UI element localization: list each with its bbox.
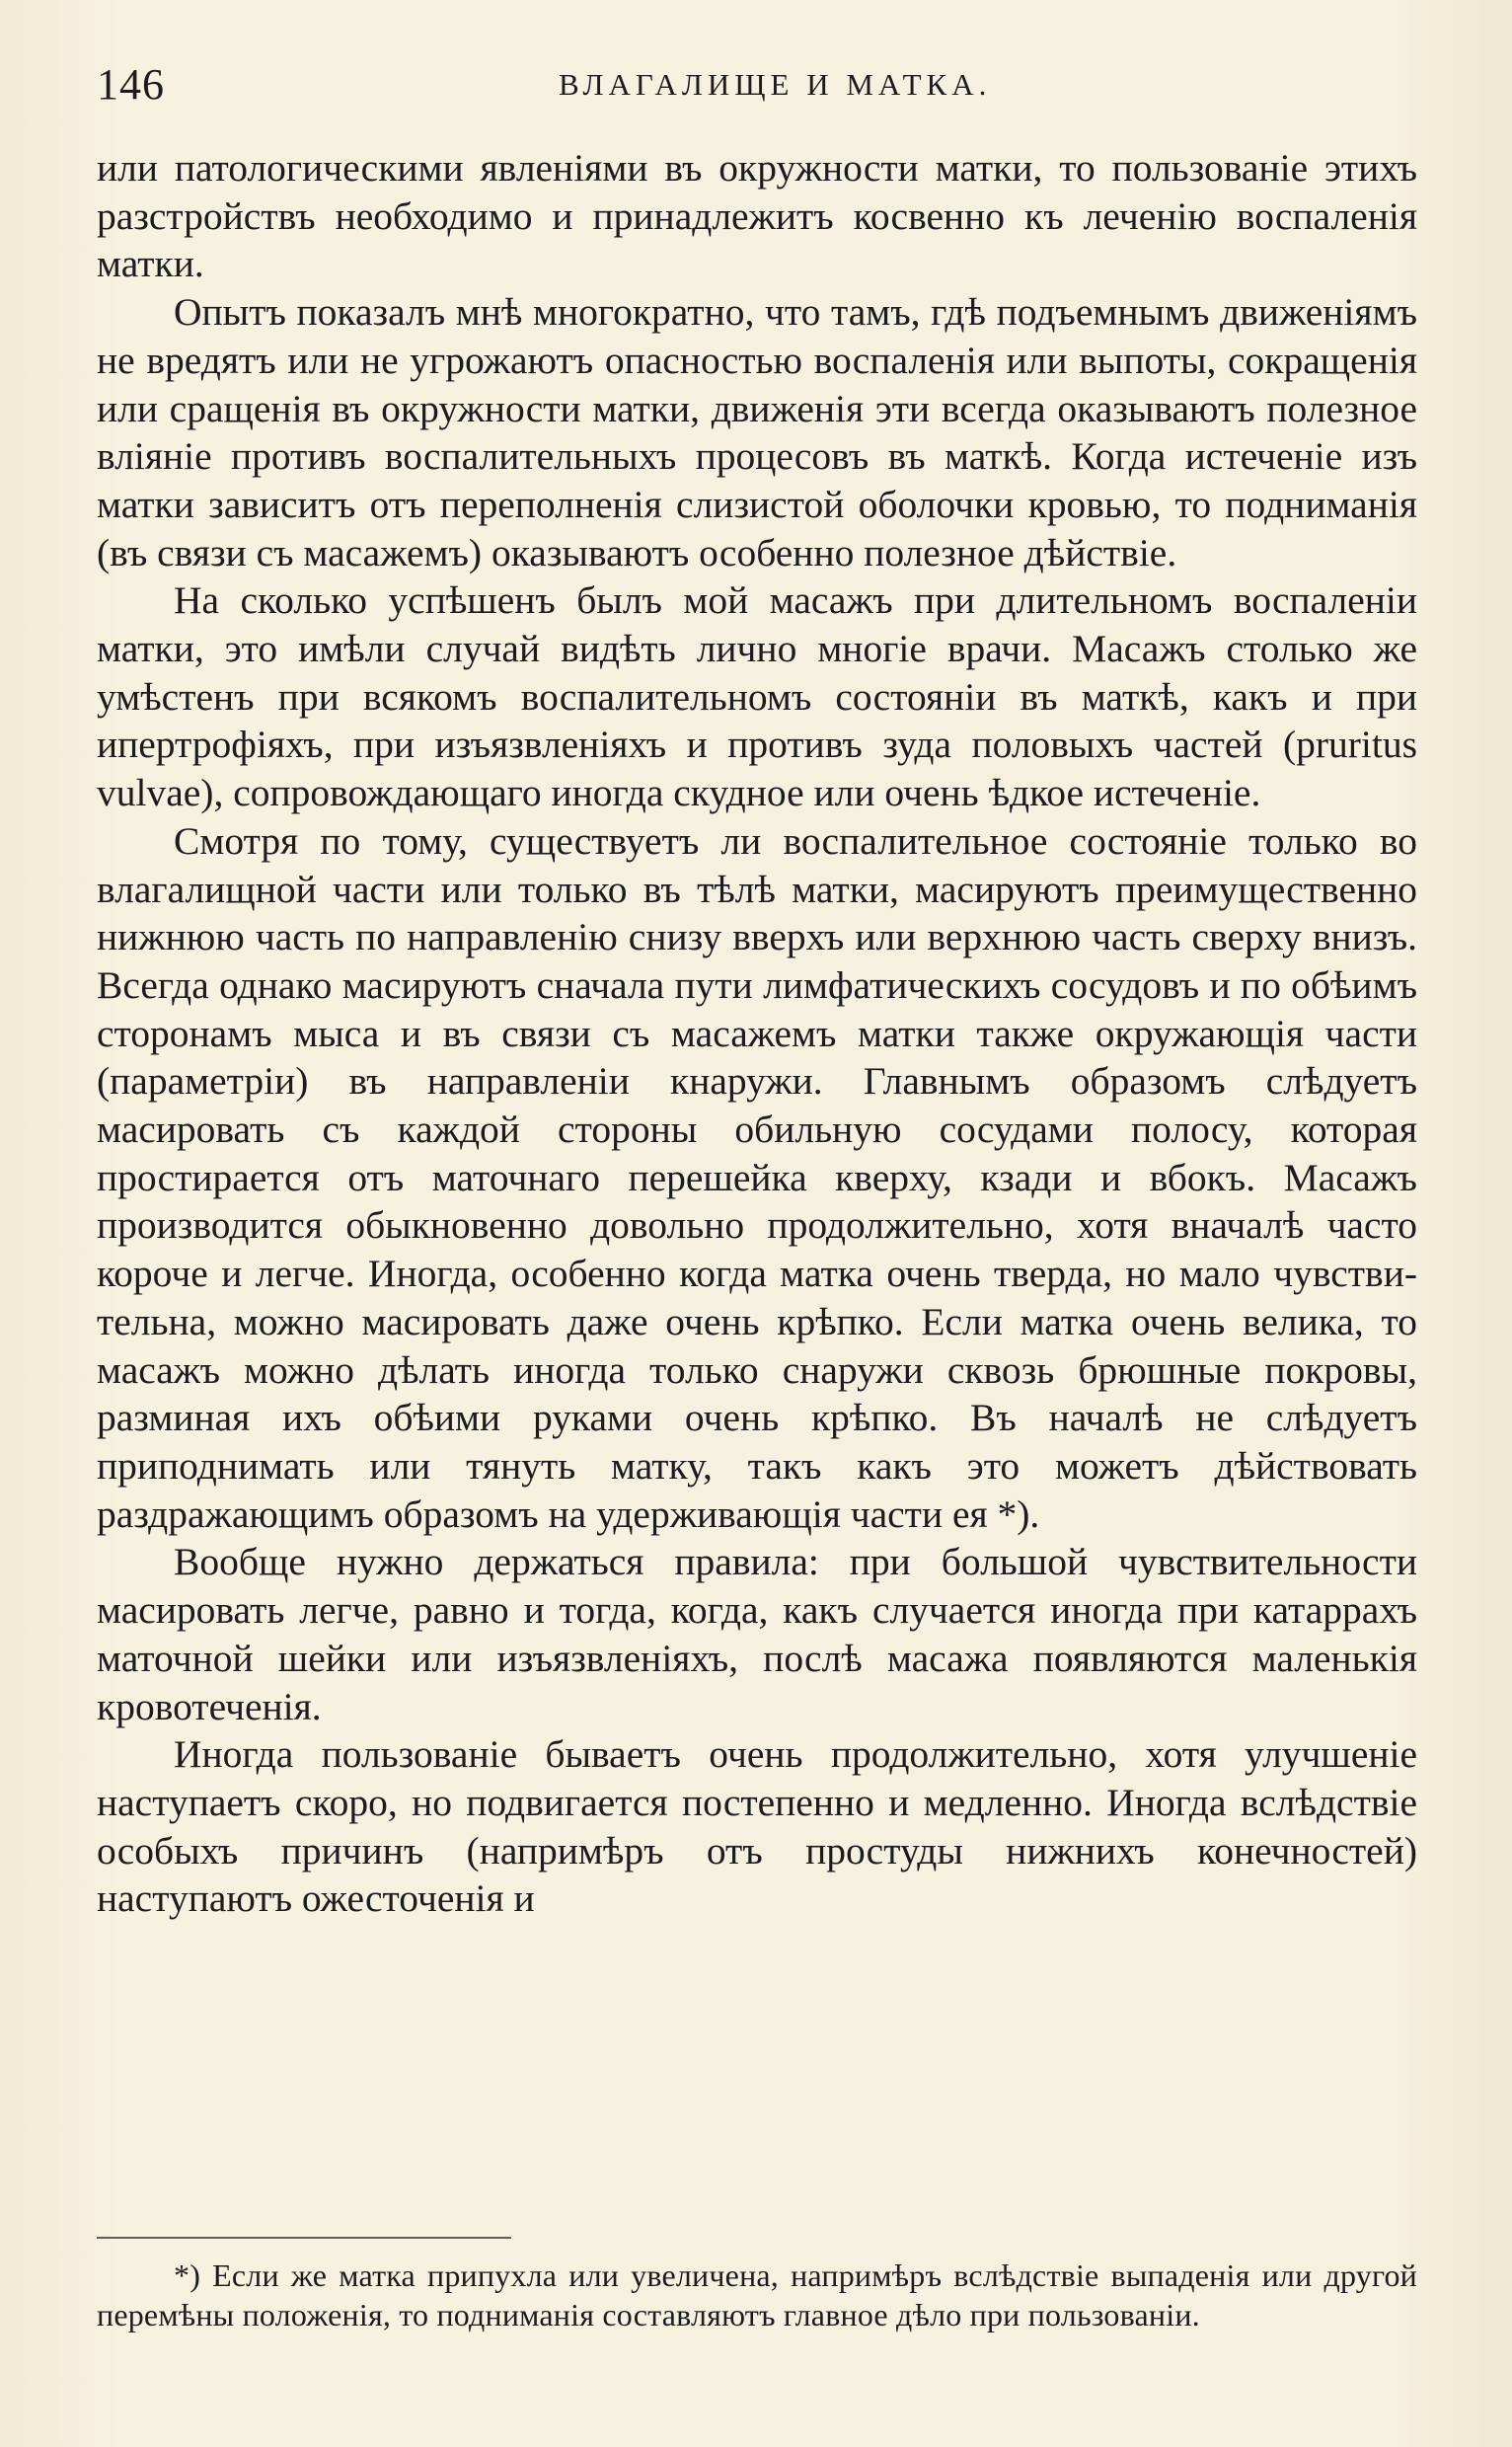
main-text: [97, 144, 1417, 1923]
paragraph-lifting-movements: Опытъ показалъ мнѣ многократно, что тамъ, гдѣ подъемнымъ движеніямъ не вредятъ или не угрожаютъ опасностью воспаленія или выпоты, сокращенія или сращенія въ окружности матки, движенія эти всегда оказываютъ полезное вліяніе противъ воспалительныхъ процесовъ въ маткѣ. Когда истеченіе изъ матки зависитъ отъ переполненія слизистой оболочки кровью, то подниманія (въ связи съ масажемъ) оказываютъ особенно полезное дѣйствіе.: [97, 290, 1417, 574]
paragraph-massage-success: На сколько успѣшенъ былъ мой масажъ при длительномъ воспаленіи матки, это имѣли случай видѣть лично многіе врачи. Масажъ столько же умѣстенъ при всякомъ воспалительномъ состояніи въ маткѣ, какъ и при ипертрофіяхъ, при изъязвленіяхъ и противъ зуда половыхъ частей (pruritus vulvae), сопровождающаго иногда скудное или очень ѣдкое истеченіе.: [97, 578, 1417, 815]
page-header: [97, 57, 1419, 113]
running-title: ВЛАГАЛИЩЕ И МАТКА.: [559, 67, 992, 102]
paragraph-general-rule: Вообще нужно держаться правила: при большой чувствительности масировать легче, равно и тогда, когда, какъ случается иногда при катаррахъ маточной шейки или изъязвленіяхъ, послѣ масажа появляются маленькія кровотеченія.: [97, 1540, 1417, 1728]
paragraph-treatment-duration: Иногда пользованіе бываетъ очень продолжительно, хотя улучшеніе наступаетъ скоро, но подвигается постепенно и медленно. Иногда вслѣдствіе особыхъ причинъ (напримѣръ отъ простуды нижнихъ конечностей) наступаютъ ожесточенія и: [97, 1732, 1417, 1921]
footnote-divider: [97, 2237, 511, 2239]
paragraph-continuation: или патологическими явленіями въ окружности матки, то пользованіе этихъ разстройствъ необходимо и принадлежитъ косвенно къ леченію воспаленія матки.: [97, 146, 1417, 286]
page-number: 146: [97, 60, 165, 109]
footnote: *) Если же матка припухла или увеличена, напримѣръ вслѣдствіе выпаденія или другой перемѣны положенія, то подниманія составляютъ главное дѣло при пользованіи.: [97, 2257, 1417, 2332]
paragraph-massage-technique: Смотря по тому, существуетъ ли воспалительное состояніе только во влагалищной части или только въ тѣлѣ матки, масируютъ преимущественно нижнюю часть по направленію снизу вверхъ или верхнюю часть сверху внизъ. Всегда однако масируютъ сначала пути лимфатическихъ сосудовъ и по обѣимъ сторонамъ мыса и въ связи съ масажемъ матки также окружающія части (параметріи) въ направленіи кнаружи. Главнымъ образомъ слѣдуетъ масировать съ каждой стороны обильную сосудами полосу, которая простирается отъ маточнаго перешейка кверху, кзади и вбокъ. Масажъ производится обыкновенно довольно продолжительно, хотя вначалѣ часто короче и легче. Иногда, особенно когда матка очень тверда, но мало чувствительна, можно масировать даже очень крѣпко. Если матка очень велика, то масажъ можно дѣлать иногда только снаружи сквозь брюшные покровы, разминая ихъ обѣими руками очень крѣпко. Въ началѣ не слѣдуетъ приподнимать или тянуть матку, такъ какъ это можетъ дѣйствовать раздражающимъ образомъ на удерживающія части ея *).: [97, 818, 1417, 1536]
